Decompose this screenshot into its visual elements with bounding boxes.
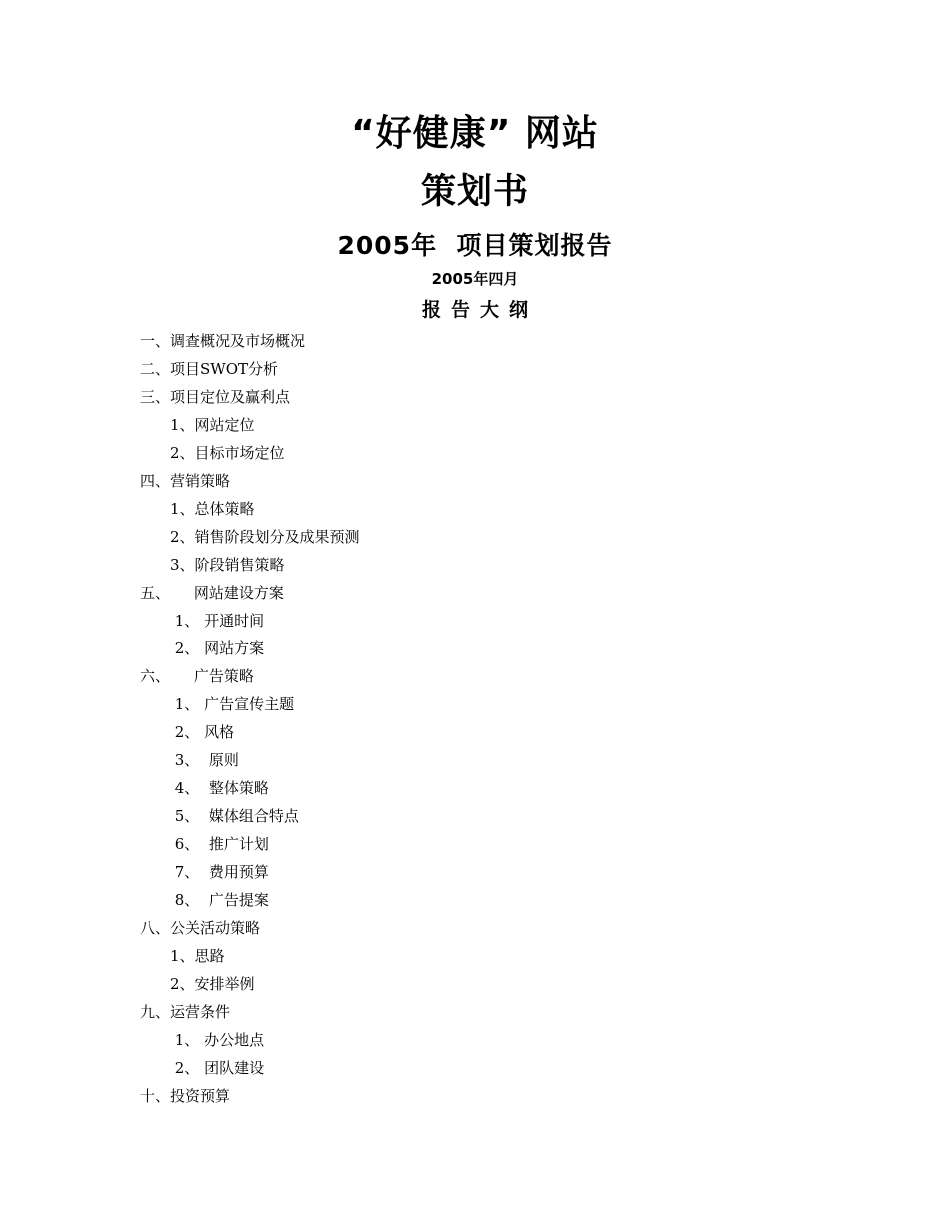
outline-section: 九、运营条件 [140,1003,231,1021]
outline-subsection: 1、 开通时间 [170,612,265,630]
outline-subsection: 8、 广告提案 [170,891,269,909]
outline-subsection: 1、网站定位 [170,416,255,434]
outline-subsection: 4、 整体策略 [170,779,269,797]
document-date: 2005年四月 [431,270,519,288]
outline-heading: 报告大纲 [421,299,538,321]
outline-subsection: 2、销售阶段划分及成果预测 [170,528,360,546]
outline-subsection: 5、 媒体组合特点 [170,807,299,825]
outline-subsection: 6、 推广计划 [170,835,269,853]
outline-subsection: 2、 网站方案 [170,639,265,657]
outline-section: 五、 网站建设方案 [140,584,284,602]
outline-subsection: 1、 办公地点 [170,1031,265,1049]
outline-section: 六、 广告策略 [140,667,254,685]
document-title-line-2: 策划书 [420,172,529,212]
outline-subsection: 2、目标市场定位 [170,444,285,462]
outline-subsection: 1、思路 [170,947,225,965]
outline-subsection: 3、 原则 [170,751,239,769]
outline-subsection: 1、 广告宣传主题 [170,695,295,713]
outline-section: 二、项目SWOT分析 [140,360,278,378]
outline-section: 三、项目定位及赢利点 [140,388,291,406]
outline-section: 一、调查概况及市场概况 [140,332,306,350]
document-subtitle: 2005年 项目策划报告 [337,231,613,260]
outline-section: 十、投资预算 [140,1087,231,1105]
outline-subsection: 2、安排举例 [170,975,255,993]
outline-section: 八、公关活动策略 [140,919,261,937]
outline-subsection: 2、 风格 [170,723,235,741]
outline-subsection: 1、总体策略 [170,500,255,518]
outline-subsection: 7、 费用预算 [170,863,269,881]
outline-subsection: 2、 团队建设 [170,1059,265,1077]
outline-subsection: 3、阶段销售策略 [170,556,285,574]
outline-section: 四、营销策略 [140,472,231,490]
document-title-line-1: “好健康” 网站 [351,113,599,154]
